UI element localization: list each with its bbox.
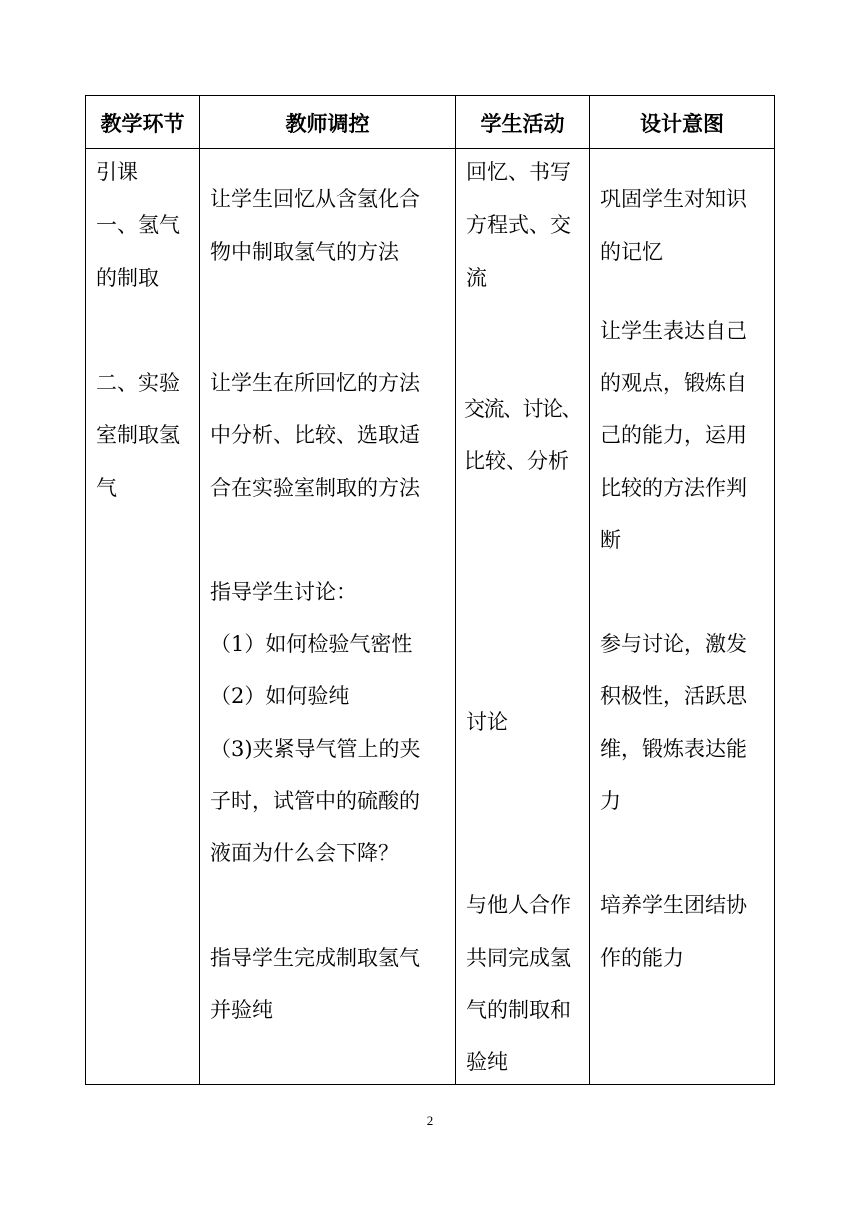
- intent-text: 巩固学生对知识: [600, 187, 747, 211]
- intent-text: 参与讨论，激发: [600, 632, 747, 656]
- student-text: 回忆、书写: [466, 160, 571, 184]
- intent-text: 积极性，活跃思: [600, 684, 747, 708]
- teacher-text: 让学生回忆从含氢化合: [210, 187, 420, 211]
- intent-text: 的观点，锻炼自: [600, 371, 747, 395]
- page-number: 2: [426, 1113, 434, 1128]
- intent-text: 己的能力，运用: [600, 423, 747, 447]
- teacher-text: 物中制取氢气的方法: [210, 240, 399, 264]
- student-text: 方程式、交: [466, 213, 571, 237]
- intent-text: 比较的方法作判: [600, 476, 747, 500]
- student-text: 验纯: [466, 1050, 508, 1074]
- lesson-plan-table: [85, 95, 775, 1085]
- column-divider: [199, 96, 200, 1084]
- intent-text: 力: [600, 789, 621, 813]
- intent-text: 维，锻炼表达能: [600, 737, 747, 761]
- teacher-text: （3)夹紧导气管上的夹: [210, 737, 421, 761]
- teacher-text: （2）如何验纯: [210, 684, 350, 708]
- teacher-text: 让学生在所回忆的方法: [210, 371, 420, 395]
- intent-text: 作的能力: [600, 946, 684, 970]
- teacher-text: 液面为什么会下降？: [210, 841, 399, 865]
- teacher-text: 指导学生讨论：: [210, 580, 357, 604]
- intent-text: 的记忆: [600, 240, 663, 264]
- stage-text: 气: [96, 476, 117, 500]
- student-text: 讨论: [466, 710, 508, 734]
- student-text: 交流、讨论、: [464, 397, 581, 421]
- teacher-text: （1）如何检验气密性: [210, 632, 413, 656]
- intent-text: 断: [600, 528, 621, 552]
- header-design-intent: 设计意图: [640, 111, 724, 136]
- header-student-activity: 学生活动: [480, 111, 565, 136]
- stage-text: 二、实验: [96, 371, 180, 395]
- teacher-text: 子时，试管中的硫酸的: [210, 789, 420, 813]
- header-teacher-control: 教师调控: [285, 111, 370, 136]
- teacher-text: 指导学生完成制取氢气: [210, 946, 420, 970]
- student-text: 共同完成氢: [466, 946, 571, 970]
- teacher-text: 中分析、比较、选取适: [210, 423, 420, 447]
- teacher-text: 并验纯: [210, 998, 273, 1022]
- intent-text: 让学生表达自己: [600, 319, 747, 343]
- teacher-text: 合在实验室制取的方法: [210, 476, 420, 500]
- student-text: 比较、分析: [464, 449, 569, 473]
- stage-text: 一、氢气: [96, 213, 180, 237]
- header-teaching-stage: 教学环节: [100, 111, 185, 136]
- student-text: 流: [466, 266, 487, 290]
- column-divider: [455, 96, 456, 1084]
- stage-text: 引课: [96, 160, 138, 184]
- student-text: 气的制取和: [466, 998, 571, 1022]
- column-divider: [589, 96, 590, 1084]
- intent-text: 培养学生团结协: [600, 893, 747, 917]
- stage-text: 的制取: [96, 266, 159, 290]
- student-text: 与他人合作: [466, 893, 571, 917]
- stage-text: 室制取氢: [96, 423, 180, 447]
